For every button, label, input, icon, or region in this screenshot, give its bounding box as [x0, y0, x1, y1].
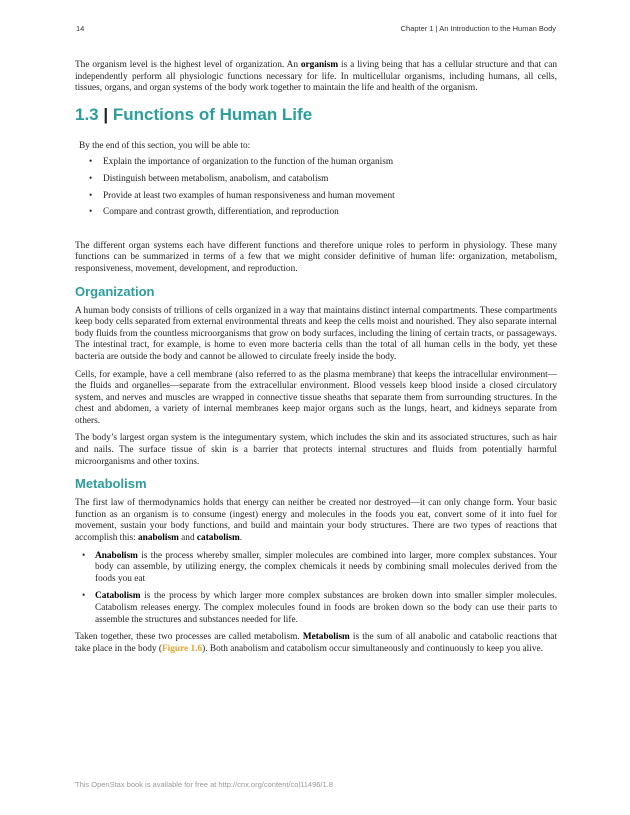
summary-text: ). Both anabolism and catabolism occur simultaneously and continuously to keep you alive. [202, 643, 543, 654]
heading-organization: Organization [75, 283, 155, 299]
objective-item: • Provide at least two examples of human responsiveness and human movement [89, 191, 557, 203]
page-number: 14 [76, 24, 85, 33]
summary-text: is the sum of all anabolic and catabolic reactions that take place in the body ( [75, 632, 557, 654]
metabolism-text: The first law of thermodynamics holds that energy can neither be created nor destroyed—it can only change form. Your basic function as an organism is to consume (ingest) energy and molecules in the foods you eat, convert some of it into fuel for movement, sustain your body functions, and build and maintain your body structures. There are two types of reactions that accomplish this: [75, 498, 557, 544]
objectives-list [89, 157, 557, 218]
intro-text-after: is a living being that has a cellular structure and that can independently perform all physiologic functions necessary for life. In multicellular organisms, including humans, all cells, tissues, organs, and organ systems of the body work together to maintain the life and health of the organism. [75, 60, 557, 94]
objective-item: • Distinguish between metabolism, anabolism, and catabolism [89, 174, 557, 186]
summary-text: Taken together, these two processes are called metabolism. [75, 632, 303, 643]
page-content [75, 60, 557, 661]
intro-text-before: The organism level is the highest level of organization. An [75, 60, 301, 70]
metabolism-text: . [239, 533, 243, 544]
overview-paragraph: The different organ systems each have different functions and therefore unique roles to perform in physiology. These many functions can be summarized in terms of a few that we might consider definitive of human life: organization, metabolism, responsiveness, movement, development, and reproduction. [75, 240, 557, 274]
objective-item: • Compare and contrast growth, differentiation, and reproduction [89, 207, 557, 219]
section-title [75, 105, 557, 125]
figure-link[interactable]: Figure 1.6 [162, 643, 203, 654]
definition-text: is the process whereby smaller, simpler molecules are combined into larger, more complex substances. Your body can assemble, by utilizing energy, the complex chemicals it needs by combining small molecules derived from the foods you eat [95, 550, 557, 584]
definition-catabolism [82, 591, 557, 626]
page-footer: This OpenStax book is available for free at http://cnx.org/content/col11496/1.8 [75, 780, 333, 789]
heading-metabolism: Metabolism [75, 476, 147, 492]
metabolism-text: and [178, 533, 197, 544]
definition-anabolism [82, 551, 557, 586]
section-separator: | [103, 104, 109, 124]
term-metabolism: Metabolism [302, 632, 350, 643]
section-number: 1.3 [75, 104, 99, 124]
definition-term: Catabolism [95, 591, 141, 602]
term-anabolism: anabolism [138, 533, 179, 544]
definition-list [82, 551, 557, 627]
section-title-text: Functions of Human Life [112, 104, 313, 124]
organization-paragraph: The body’s largest organ system is the integumentary system, which includes the skin and its associated structures, such as hair and nails. The surface tissue of skin is a barrier that protects internal structures and fluids from potentially harmful microorganisms and other toxins. [75, 433, 557, 467]
objectives-intro: By the end of this section, you will be able to: [79, 140, 251, 151]
intro-paragraph [75, 60, 557, 95]
objective-item: • Explain the importance of organization to the function of the human organism [89, 157, 557, 169]
term-organism: organism [300, 60, 339, 70]
term-catabolism: catabolism [196, 533, 240, 544]
metabolism-summary-paragraph [75, 632, 557, 655]
organization-paragraph: Cells, for example, have a cell membrane (also referred to as the plasma membrane) that keeps the intracellular environment—the fluids and organelles—separate from the extracellular environment. Blood vessels keep blood inside a closed circulatory system, and nerves and muscles are wrapped in connective tissue sheaths that separate them from surrounding structures. In the chest and abdomen, a variety of internal membranes keep major organs such as the lungs, heart, and kidneys separate from others. [75, 369, 557, 426]
organization-paragraph: A human body consists of trillions of cells organized in a way that maintains distinct internal compartments. These compartments keep body cells separated from external environmental threats and keep the cells moist and nourished. They also separate internal body fluids from the countless microorganisms that grow on body surfaces, including the lining of certain tracts, or passageways. The intestinal tract, for example, is home to even more bacteria cells than the total of all human cells in the body, yet these bacteria are outside the body and cannot be allowed to circulate freely inside the body. [75, 305, 557, 362]
definition-term: Anabolism [95, 550, 138, 561]
learning-objectives [79, 141, 557, 219]
running-head: Chapter 1 | An Introduction to the Human Body [400, 24, 556, 33]
metabolism-paragraph [75, 498, 557, 544]
definition-text: is the process by which larger more complex substances are broken down into smaller simpler molecules. Catabolism releases energy. The complex molecules found in foods are broken down so the body can use their parts to assemble the structures and substances needed for life. [95, 591, 557, 625]
